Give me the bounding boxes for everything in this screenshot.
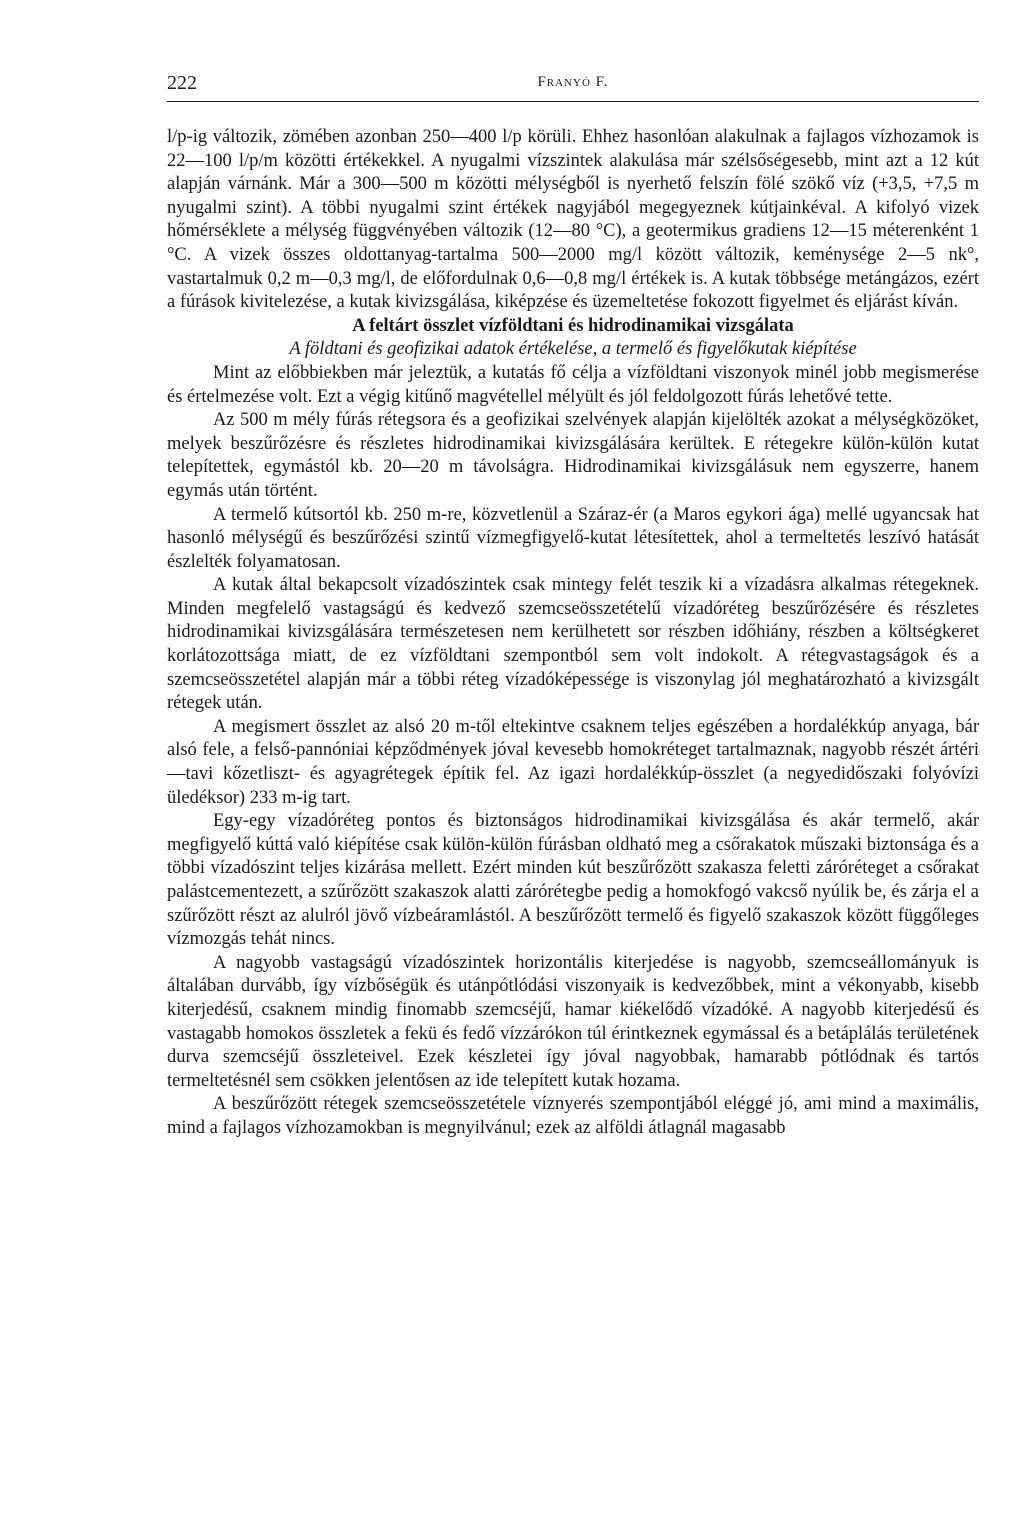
paragraph: A nagyobb vastagságú vízadószintek horizontális kiterjedése is nagyobb, szemcseállományuk is általában durvább, így vízbőségük és utánpótlódási viszonyaik is kedvezőbbek, mint a vékonyabb, kisebb kiterjedésű, csaknem mindig finomabb szemcséjű, hamar kiékelődő vízadóké. A nagyobb kiterjedésű és vastagabb homokos összletek a fekü és fedő vízzárókon túl érintkeznek egymással és a betáplálás területének durva szemcséjű összleteivel. Ezek készletei így jóval nagyobbak, hamarabb pótlódnak és tartós termeltetésnél sem csökken jelentősen az ide telepített kutak hozama. (167, 952, 979, 1091)
header-rule (167, 101, 979, 102)
intro-paragraph: l/p-ig változik, zömében azonban 250—400 l/p körüli. Ehhez hasonlóan alakulnak a fajlagos vízhozamok is 22—100 l/p/m közötti értékekkel. A nyugalmi vízszintek alakulása már szélsőségesebb, mint azt a 12 kút alapján várnánk. Már a 300—500 m közötti mélységből is nyerhető felszín fölé szökő víz (+3,5, +7,5 m nyugalmi szint). A többi nyugalmi szint értékek nagyjából megegyeznek kútjainkéval. A kifolyó vizek hőmérséklete a mélység függvényében változik (12—80 °C), a geotermikus gradiens 12—15 méterenként 1 °C. A vizek összes oldottanyag-tartalma 500—2000 mg/l között változik, keménysége 2—5 nk°, vastartalmuk 0,2 m—0,3 mg/l, de előfordulnak 0,6—0,8 mg/l értékek is. A kutak többsége metángázos, ezért a fúrások kivitelezése, a kutak kivizsgálása, kiképzése és üzemeltetése fokozott figyelmet és eljárást kíván. (167, 127, 979, 313)
paragraph: A beszűrőzött rétegek szemcseösszetétele víznyerés szempontjából eléggé jó, ami mind a maximális, mind a fajlagos vízhozamokban is megnyilvánul; ezek az alföldi átlagnál magasabb (167, 1094, 979, 1138)
paragraph: A megismert összlet az alsó 20 m-től eltekintve csaknem teljes egészében a hordalékkúp anyaga, bár alsó fele, a felső-pannóniai képződmények jóval kevesebb homokréteget tartalmaznak, nagyobb részét ártéri—tavi kőzetliszt- és agyagrétegek építik fel. Az igazi hordalékkúp-összlet (a negyedidőszaki folyóvízi üledéksor) 233 m-ig tart. (167, 716, 979, 808)
body-text (167, 126, 979, 1141)
section-title: A feltárt összlet vízföldtani és hidrodinamikai vizsgálata (352, 315, 794, 336)
running-head: Franyó F. (537, 74, 609, 90)
paragraph: A termelő kútsortól kb. 250 m-re, közvetlenül a Száraz-ér (a Maros egykori ága) mellé ugyancsak hat hasonló mélységű és beszűrőzési szintű vízmegfigyelő-kutat létesítettek, ahol a termeltetés leszívó hatását észlelték folyamatosan. (167, 504, 979, 572)
page-header (167, 72, 979, 102)
paragraph: A kutak által bekapcsolt vízadószintek csak mintegy felét teszik ki a vízadásra alkalmas rétegeknek. Minden megfelelő vastagságú és kedvező szemcseösszetételű vízadóréteg beszűrőzésére és részletes hidrodinamikai kivizsgálására természetesen nem kerülhetett sor részben időhiány, részben a költségkeret korlátozottsága miatt, de ez vízföldtani szempontból sem volt indokolt. A rétegvastagságok és a szemcseösszetétel alapján már a többi réteg vízadóképessége is viszonylag jól meghatározható a kivizsgált rétegek után. (167, 575, 979, 714)
paragraph: Egy-egy vízadóréteg pontos és biztonságos hidrodinamikai kivizsgálása és akár termelő, akár megfigyelő kúttá való kiépítése csak külön-külön fúrásban oldható meg a csőrakatok műszaki biztonsága és a többi vízadószint teljes kizárása mellett. Ezért minden kút beszűrőzött szakasza feletti záróréteget a csőrakat palástcementezett, a szűrőzött szakaszok alatti zárórétegbe pedig a homokfogó vakcső nyúlik be, és zárja el a szűrőzött részt az alulról jövő vízbeáramlástól. A beszűrőzött termelő és figyelő szakaszok között függőleges vízmozgás tehát nincs. (167, 811, 979, 950)
subsection-title: A földtani és geofizikai adatok értékelése, a termelő és figyelőkutak kiépítése (289, 339, 857, 360)
page-number: 222 (167, 72, 197, 94)
paragraph: Mint az előbbiekben már jeleztük, a kutatás fő célja a vízföldtani viszonyok minél jobb megismerése és értelmezése volt. Ezt a végig kitűnő magvétellel mélyült és jól feldolgozott fúrás lehetővé tette. (167, 362, 979, 407)
paragraph: Az 500 m mély fúrás rétegsora és a geofizikai szelvények alapján kijelölték azokat a mélységközöket, melyek beszűrőzésre és részletes hidrodinamikai kivizsgálására kerültek. E rétegekre külön-külön kutat telepítettek, egymástól kb. 20—20 m távolságra. Hidrodinamikai kivizsgálásuk nem egyszerre, hanem egymás után történt. (167, 410, 979, 501)
